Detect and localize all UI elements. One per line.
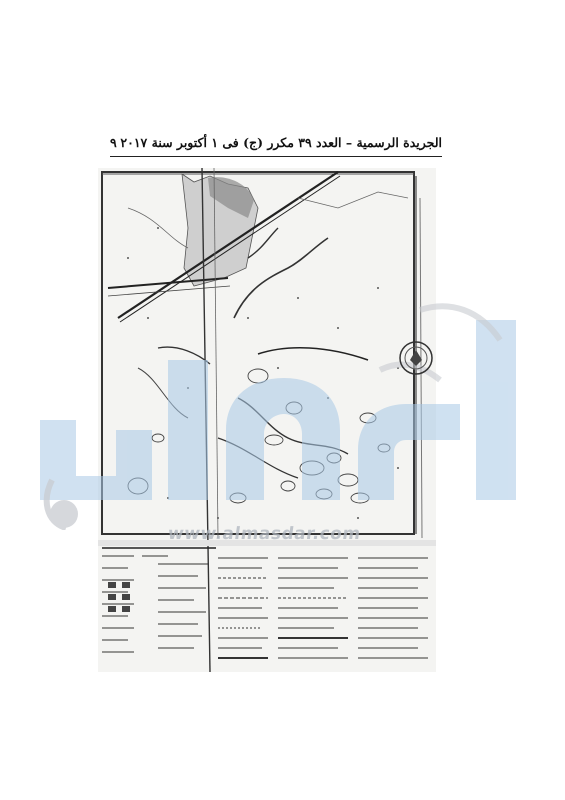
header-divider bbox=[110, 156, 442, 157]
page-header bbox=[110, 131, 442, 153]
page-number: ٩ bbox=[110, 134, 117, 150]
emblem-seal-icon bbox=[398, 340, 434, 376]
scanned-map-image bbox=[98, 168, 436, 672]
watermark-url: www.almasdar.com bbox=[166, 524, 363, 544]
gazette-title: الجريدة الرسمية – العدد ٣٩ مكرر (ج) فى ١ أكتوبر سنة ٢٠١٧ bbox=[120, 134, 442, 150]
